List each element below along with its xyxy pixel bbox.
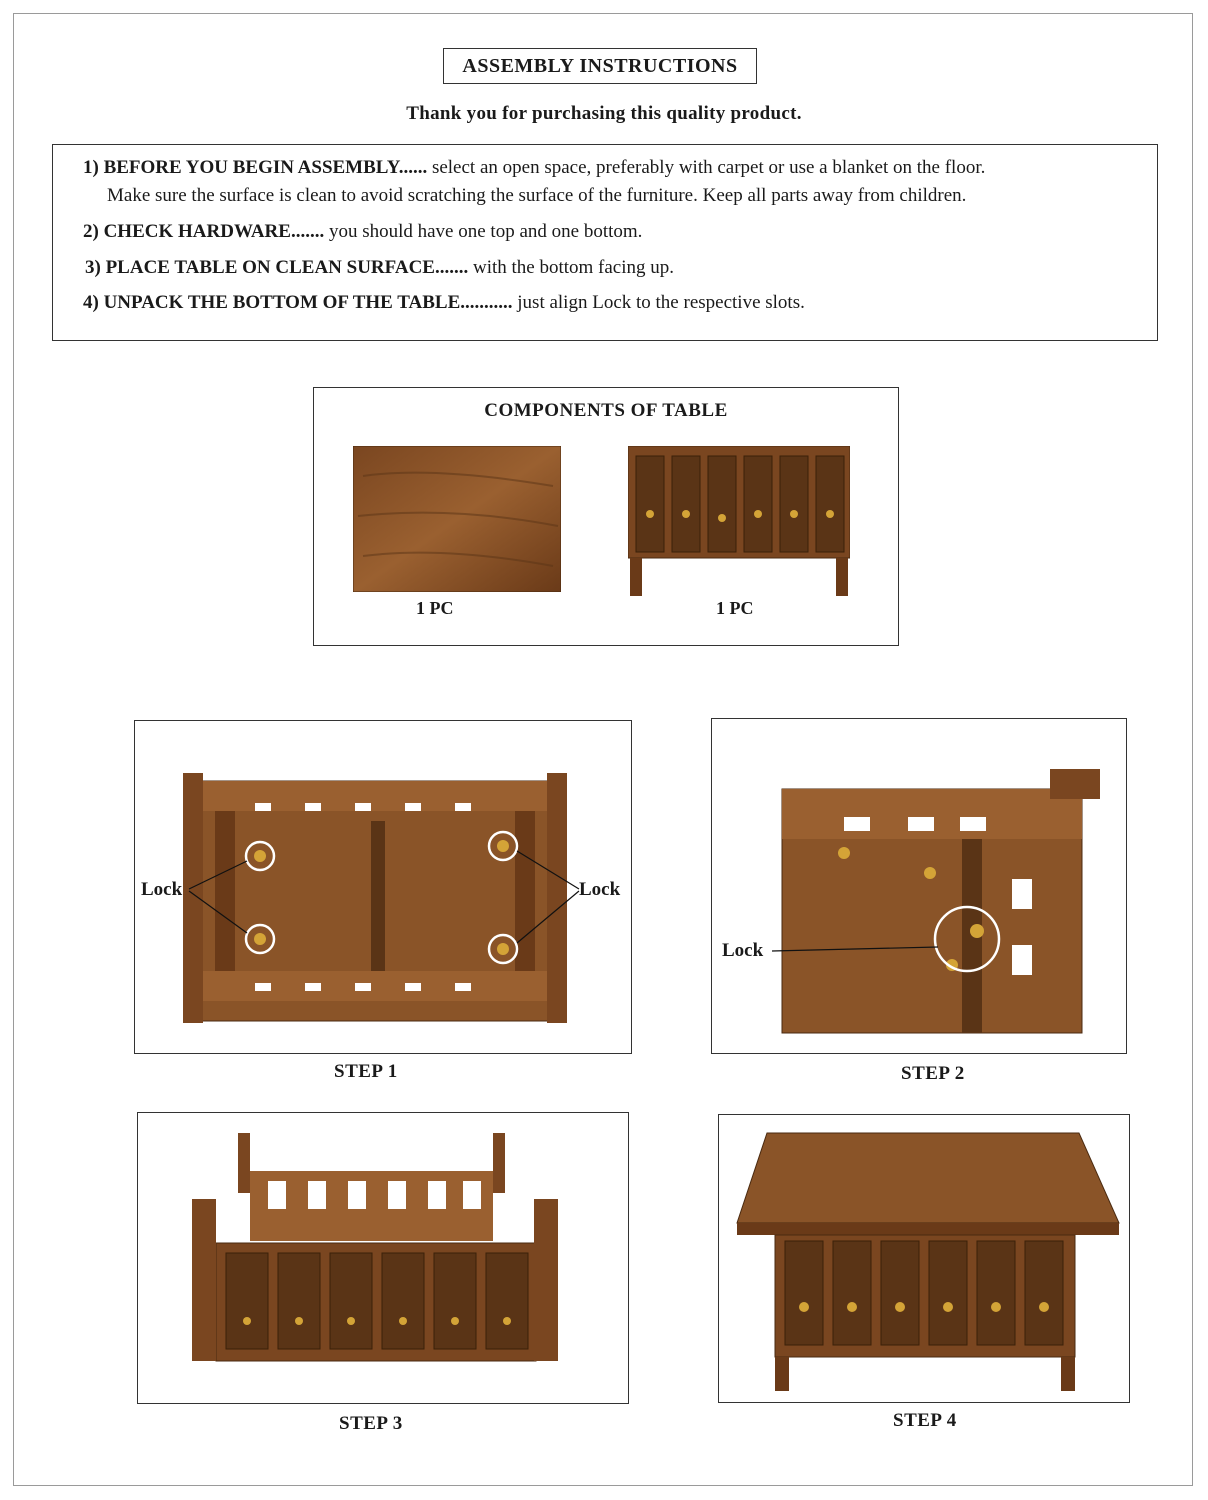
instruction-4 bbox=[83, 292, 805, 314]
step-3-label: STEP 3 bbox=[339, 1413, 403, 1434]
step-2-panel bbox=[711, 718, 1127, 1054]
components-title: COMPONENTS OF TABLE bbox=[484, 400, 728, 421]
components-box bbox=[313, 387, 899, 646]
instructions-box bbox=[52, 144, 1158, 341]
instruction-1-text: select an open space, preferably with carpet or use a blanket on the floor. bbox=[427, 157, 986, 178]
step-1-image bbox=[135, 721, 632, 1054]
base-count-label: 1 PC bbox=[716, 598, 754, 618]
step-2-image bbox=[712, 719, 1127, 1054]
step-1-lock-label-right: Lock bbox=[579, 879, 621, 900]
instruction-4-text: just align Lock to the respective slots. bbox=[512, 292, 805, 313]
step-1-panel bbox=[134, 720, 632, 1054]
instruction-2 bbox=[83, 221, 642, 243]
instruction-1 bbox=[83, 157, 985, 179]
instruction-1-heading: 1) BEFORE YOU BEGIN ASSEMBLY...... bbox=[83, 157, 428, 178]
instruction-4-heading: 4) UNPACK THE BOTTOM OF THE TABLE........... bbox=[83, 292, 513, 313]
thank-you-line: Thank you for purchasing this quality product. bbox=[406, 103, 802, 124]
top-count-label: 1 PC bbox=[416, 598, 454, 618]
step-4-panel bbox=[718, 1114, 1130, 1403]
step-1-label: STEP 1 bbox=[334, 1061, 398, 1082]
instruction-1-continued: Make sure the surface is clean to avoid scratching the surface of the furniture. Keep all parts away from children. bbox=[107, 185, 967, 206]
table-top-image bbox=[353, 446, 561, 592]
instruction-3-text: with the bottom facing up. bbox=[468, 257, 675, 278]
step-4-label: STEP 4 bbox=[893, 1410, 957, 1431]
table-base-image bbox=[628, 446, 850, 598]
step-1-lock-label-left: Lock bbox=[141, 879, 183, 900]
instruction-3-heading: 3) PLACE TABLE ON CLEAN SURFACE....... bbox=[85, 257, 469, 278]
step-3-panel bbox=[137, 1112, 629, 1404]
step-2-lock-label: Lock bbox=[722, 940, 764, 961]
instruction-2-text: you should have one top and one bottom. bbox=[324, 221, 643, 242]
step-3-image bbox=[138, 1113, 629, 1404]
instruction-2-heading: 2) CHECK HARDWARE....... bbox=[83, 221, 325, 242]
step-4-image bbox=[719, 1115, 1130, 1403]
step-2-label: STEP 2 bbox=[901, 1063, 965, 1084]
instruction-3 bbox=[85, 257, 674, 279]
page-title: ASSEMBLY INSTRUCTIONS bbox=[443, 48, 757, 84]
